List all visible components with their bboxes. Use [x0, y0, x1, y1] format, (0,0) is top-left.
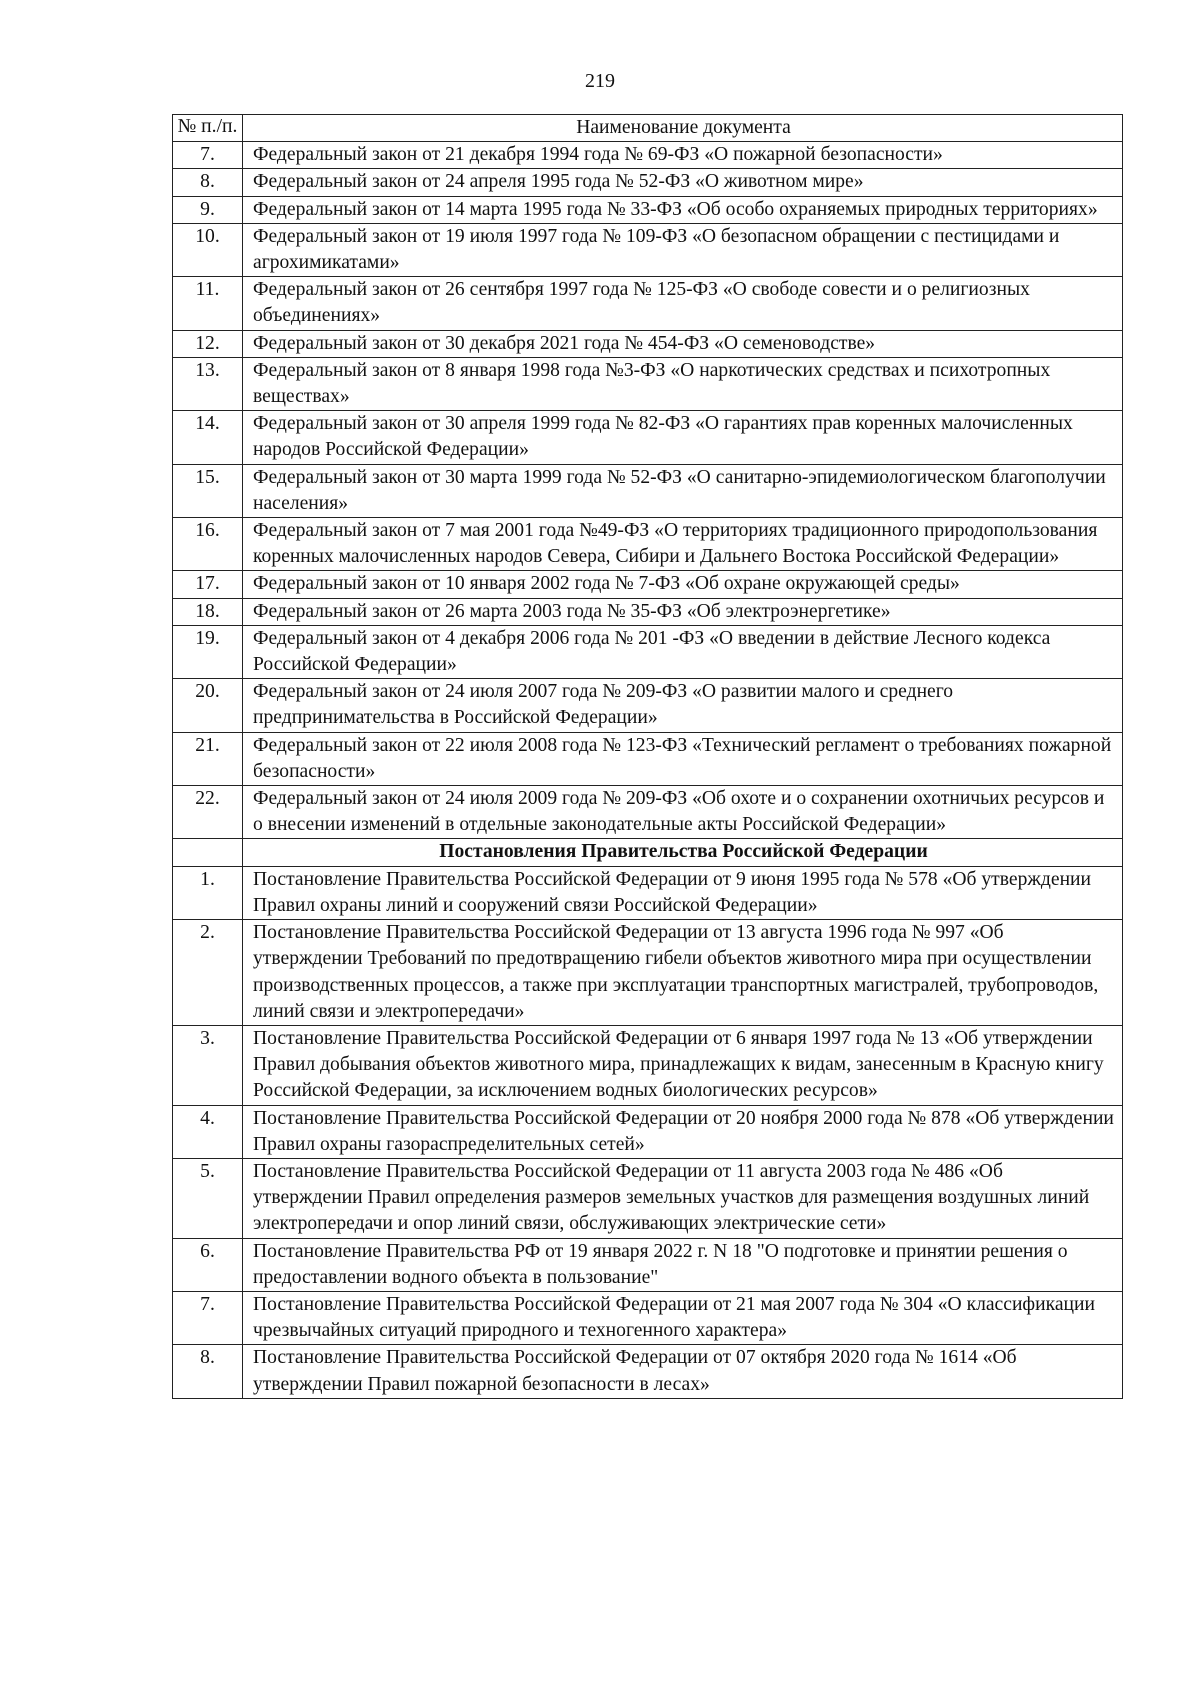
table-row [173, 920, 1123, 1026]
table-row [173, 1105, 1123, 1158]
header-number: № п./п. [173, 115, 243, 142]
row-number: 16. [173, 518, 243, 571]
row-title: Постановление Правительства РФ от 19 января 2022 г. N 18 "О подготовке и принятии решения о предоставлении водного объекта в пользование" [243, 1238, 1123, 1291]
row-number: 1. [173, 866, 243, 919]
row-title: Федеральный закон от 26 марта 2003 года № 35-ФЗ «Об электроэнергетике» [243, 598, 1123, 625]
table-row [173, 142, 1123, 169]
row-number: 2. [173, 920, 243, 1026]
row-number: 13. [173, 357, 243, 410]
row-number: 10. [173, 223, 243, 276]
table-header-row [173, 115, 1123, 142]
row-number: 9. [173, 196, 243, 223]
row-title: Постановление Правительства Российской Федерации от 13 августа 1996 года № 997 «Об утверждении Требований по предотвращению гибели объектов животного мира при осуществлении производственных процессов, а также при эксплуатации транспортных магистралей, трубопроводов, линий связи и электропередачи» [243, 920, 1123, 1026]
row-title: Федеральный закон от 14 марта 1995 года № 33-ФЗ «Об особо охраняемых природных территориях» [243, 196, 1123, 223]
row-title: Федеральный закон от 26 сентября 1997 года № 125-ФЗ «О свободе совести и о религиозных объединениях» [243, 277, 1123, 330]
page-number: 219 [585, 70, 615, 92]
row-title: Федеральный закон от 30 апреля 1999 года № 82-ФЗ «О гарантиях прав коренных малочисленных народов Российской Федерации» [243, 411, 1123, 464]
table-row [173, 679, 1123, 732]
documents-table [172, 114, 1123, 1399]
row-title: Федеральный закон от 21 декабря 1994 года № 69-ФЗ «О пожарной безопасности» [243, 142, 1123, 169]
table-row [173, 330, 1123, 357]
row-title: Федеральный закон от 24 апреля 1995 года № 52-ФЗ «О животном мире» [243, 169, 1123, 196]
row-number: 6. [173, 1238, 243, 1291]
row-title: Постановление Правительства Российской Федерации от 21 мая 2007 года № 304 «О классификации чрезвычайных ситуаций природного и техногенного характера» [243, 1291, 1123, 1344]
row-number: 7. [173, 142, 243, 169]
row-number: 15. [173, 464, 243, 517]
row-title: Федеральный закон от 30 марта 1999 года № 52-ФЗ «О санитарно-эпидемиологическом благополучии населения» [243, 464, 1123, 517]
section-title: Постановления Правительства Российской Федерации [243, 839, 1123, 866]
row-number: 21. [173, 732, 243, 785]
row-title: Федеральный закон от 22 июля 2008 года № 123-ФЗ «Технический регламент о требованиях пожарной безопасности» [243, 732, 1123, 785]
row-title: Федеральный закон от 4 декабря 2006 года № 201 -ФЗ «О введении в действие Лесного кодекса Российской Федерации» [243, 625, 1123, 678]
row-title: Федеральный закон от 30 декабря 2021 года № 454-ФЗ «О семеноводстве» [243, 330, 1123, 357]
row-title: Федеральный закон от 7 мая 2001 года №49-ФЗ «О территориях традиционного природопользования коренных малочисленных народов Севера, Сибири и Дальнего Востока Российской Федерации» [243, 518, 1123, 571]
row-number: 11. [173, 277, 243, 330]
table-row [173, 357, 1123, 410]
row-title: Федеральный закон от 19 июля 1997 года № 109-ФЗ «О безопасном обращении с пестицидами и агрохимикатами» [243, 223, 1123, 276]
section-row [173, 839, 1123, 866]
table-row [173, 866, 1123, 919]
table-row [173, 625, 1123, 678]
row-number: 4. [173, 1105, 243, 1158]
header-title: Наименование документа [243, 115, 1123, 142]
table-row [173, 1345, 1123, 1398]
row-number: 3. [173, 1025, 243, 1105]
row-title: Федеральный закон от 8 января 1998 года №3-ФЗ «О наркотических средствах и психотропных веществах» [243, 357, 1123, 410]
table-row [173, 169, 1123, 196]
table-row [173, 1291, 1123, 1344]
table-row [173, 277, 1123, 330]
table-row [173, 732, 1123, 785]
row-number: 19. [173, 625, 243, 678]
table-row [173, 786, 1123, 839]
row-title: Постановление Правительства Российской Федерации от 07 октября 2020 года № 1614 «Об утверждении Правил пожарной безопасности в лесах» [243, 1345, 1123, 1398]
table-row [173, 518, 1123, 571]
row-number: 14. [173, 411, 243, 464]
row-title: Постановление Правительства Российской Федерации от 11 августа 2003 года № 486 «Об утверждении Правил определения размеров земельных участков для размещения воздушных линий электропередачи и опор линий связи, обслуживающих электрические сети» [243, 1158, 1123, 1238]
row-title: Постановление Правительства Российской Федерации от 20 ноября 2000 года № 878 «Об утверждении Правил охраны газораспределительных сетей» [243, 1105, 1123, 1158]
table-row [173, 1238, 1123, 1291]
row-number: 22. [173, 786, 243, 839]
row-number: 8. [173, 1345, 243, 1398]
table-row [173, 1025, 1123, 1105]
row-number: 17. [173, 571, 243, 598]
table-row [173, 598, 1123, 625]
row-title: Федеральный закон от 24 июля 2009 года № 209-ФЗ «Об охоте и о сохранении охотничьих ресурсов и о внесении изменений в отдельные законодательные акты Российской Федерации» [243, 786, 1123, 839]
row-number: 12. [173, 330, 243, 357]
section-number-cell [173, 839, 243, 866]
table-row [173, 1158, 1123, 1238]
row-title: Федеральный закон от 24 июля 2007 года № 209-ФЗ «О развитии малого и среднего предпринимательства в Российской Федерации» [243, 679, 1123, 732]
row-number: 5. [173, 1158, 243, 1238]
table-row [173, 223, 1123, 276]
row-number: 7. [173, 1291, 243, 1344]
table-row [173, 411, 1123, 464]
row-number: 8. [173, 169, 243, 196]
table-row [173, 464, 1123, 517]
row-title: Федеральный закон от 10 января 2002 года № 7-ФЗ «Об охране окружающей среды» [243, 571, 1123, 598]
row-number: 20. [173, 679, 243, 732]
row-title: Постановление Правительства Российской Федерации от 9 июня 1995 года № 578 «Об утверждении Правил охраны линий и сооружений связи Российской Федерации» [243, 866, 1123, 919]
row-title: Постановление Правительства Российской Федерации от 6 января 1997 года № 13 «Об утверждении Правил добывания объектов животного мира, принадлежащих к видам, занесенным в Красную книгу Российской Федерации, за исключением водных биологических ресурсов» [243, 1025, 1123, 1105]
table-row [173, 196, 1123, 223]
table-row [173, 571, 1123, 598]
row-number: 18. [173, 598, 243, 625]
